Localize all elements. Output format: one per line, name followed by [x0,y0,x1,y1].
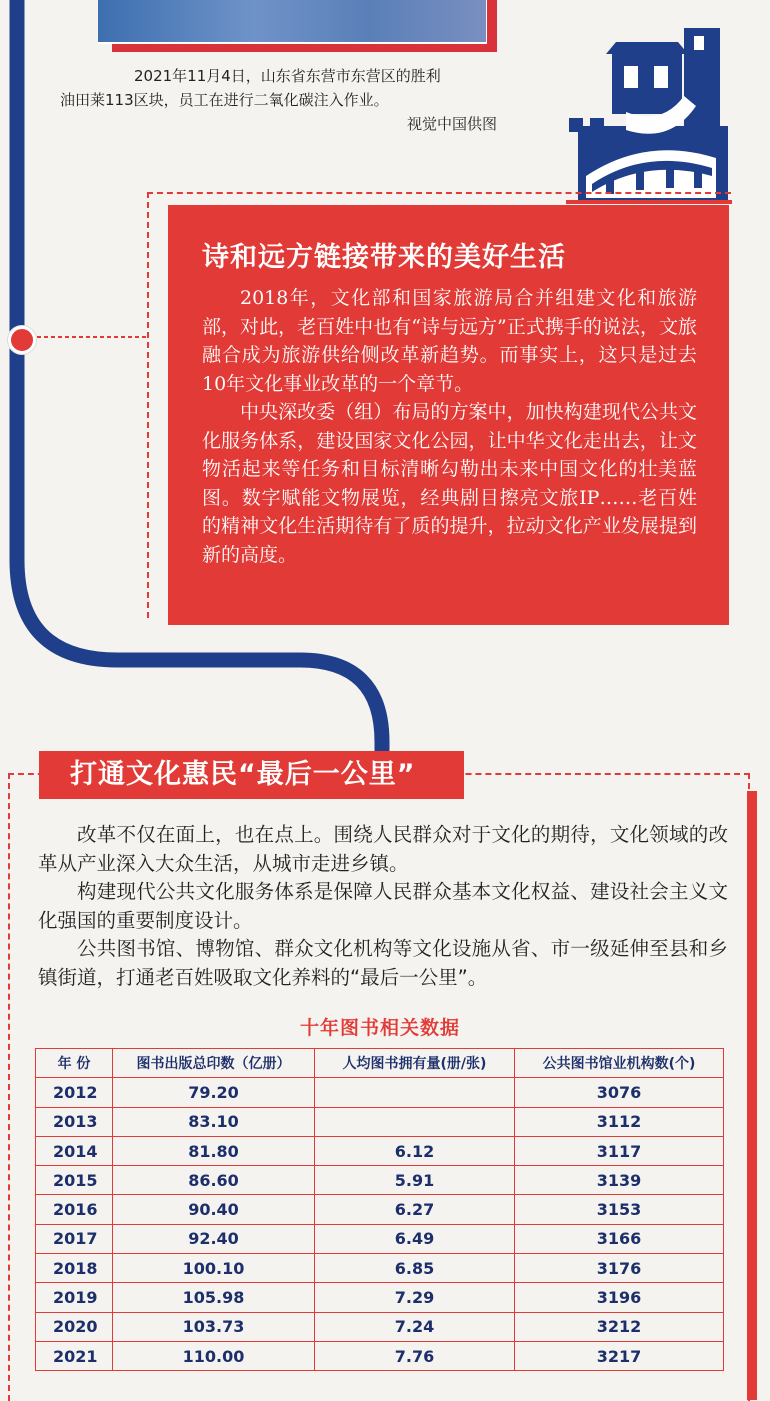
table-header-year: 年 份 [36,1049,113,1078]
table-cell-prints: 86.60 [113,1166,315,1195]
photo-caption [60,64,497,136]
section2-paragraph: 构建现代公共文化服务体系是保障人民群众基本文化权益、建设社会主义文化强国的重要制度设计。 [38,880,728,932]
table-cell-per-capita: 7.24 [315,1312,515,1341]
section1-card [168,205,729,625]
table-cell-prints: 79.20 [113,1078,315,1107]
section2-paragraph: 改革不仅在面上，也在点上。围绕人民群众对于文化的期待，文化领域的改革从产业深入大众生活，从城市走进乡镇。 [38,823,728,875]
table-cell-prints: 83.10 [113,1107,315,1136]
table-title: 十年图书相关数据 [299,1017,460,1039]
table-row [36,1341,724,1370]
table-cell-prints: 105.98 [113,1283,315,1312]
table-cell-libraries: 3212 [515,1312,724,1341]
table-cell-libraries: 3196 [515,1283,724,1312]
table-cell-libraries: 3176 [515,1254,724,1283]
table-cell-year: 2017 [36,1224,113,1253]
table-cell-per-capita: 6.49 [315,1224,515,1253]
table-row [36,1224,724,1253]
great-wall-icon [566,26,732,204]
table-cell-per-capita: 6.27 [315,1195,515,1224]
table-cell-prints: 92.40 [113,1224,315,1253]
table-header-prints: 图书出版总印数（亿册） [113,1049,315,1078]
section2-side-bar [747,791,757,1400]
table-cell-prints: 90.40 [113,1195,315,1224]
table-cell-per-capita: 6.12 [315,1136,515,1165]
section1-paragraph: 2018年，文化部和国家旅游局合并组建文化和旅游部，对此，老百姓中也有“诗与远方”正式携手的说法，文旅融合成为旅游供给侧改革新趋势。而事实上，这只是过去10年文化事业改革的一个章节。 [202,287,697,395]
table-cell-per-capita [315,1078,515,1107]
table-cell-per-capita [315,1107,515,1136]
table-header-libraries: 公共图书馆业机构数(个) [515,1049,724,1078]
table-cell-libraries: 3153 [515,1195,724,1224]
table-row [36,1195,724,1224]
table-cell-libraries: 3117 [515,1136,724,1165]
section2-title: 打通文化惠民“最后一公里” [39,751,464,799]
section2-paragraph: 公共图书馆、博物馆、群众文化机构等文化设施从省、市一级延伸至县和乡镇街道，打通老百姓吸取文化养料的“最后一公里”。 [38,937,728,989]
book-data-table [35,1048,724,1371]
photo-credit: 视觉中国供图 [406,115,497,133]
caption-line-1: 2021年11月4日，山东省东营市东营区的胜利 [134,67,441,85]
table-row [36,1107,724,1136]
table-row [36,1166,724,1195]
news-photo [98,0,487,44]
section1-title: 诗和远方链接带来的美好生活 [202,242,566,273]
section1-paragraph: 中央深改委（组）布局的方案中，加快构建现代公共文化服务体系，建设国家文化公园，让中华文化走出去，让文物活起来等任务和目标清晰勾勒出未来中国文化的壮美蓝图。数字赋能文物展览，经典剧目擦亮文旅IP……老百姓的精神文化生活期待有了质的提升，拉动文化产业发展提到新的高度。 [202,401,697,566]
table-cell-prints: 103.73 [113,1312,315,1341]
table-cell-per-capita: 6.85 [315,1254,515,1283]
table-cell-year: 2015 [36,1166,113,1195]
table-cell-year: 2018 [36,1254,113,1283]
table-cell-libraries: 3139 [515,1166,724,1195]
timeline-dot [8,326,36,354]
table-row [36,1312,724,1341]
table-header-per-capita: 人均图书拥有量(册/张) [315,1049,515,1078]
table-row [36,1078,724,1107]
table-cell-libraries: 3112 [515,1107,724,1136]
table-cell-prints: 100.10 [113,1254,315,1283]
table-cell-libraries: 3217 [515,1341,724,1370]
table-cell-year: 2021 [36,1341,113,1370]
table-cell-per-capita: 7.29 [315,1283,515,1312]
table-cell-per-capita: 7.76 [315,1341,515,1370]
table-cell-libraries: 3166 [515,1224,724,1253]
table-cell-year: 2013 [36,1107,113,1136]
table-row [36,1283,724,1312]
caption-line-2: 油田莱113区块，员工在进行二氧化碳注入作业。 [60,91,389,109]
table-cell-prints: 81.80 [113,1136,315,1165]
table-cell-prints: 110.00 [113,1341,315,1370]
table-row [36,1254,724,1283]
table-cell-libraries: 3076 [515,1078,724,1107]
table-row [36,1136,724,1165]
section1-body [202,284,697,569]
table-cell-year: 2014 [36,1136,113,1165]
table-cell-year: 2016 [36,1195,113,1224]
section2-body [38,821,728,992]
table-cell-per-capita: 5.91 [315,1166,515,1195]
table-cell-year: 2012 [36,1078,113,1107]
table-cell-year: 2019 [36,1283,113,1312]
table-header-row [36,1049,724,1078]
table-cell-year: 2020 [36,1312,113,1341]
